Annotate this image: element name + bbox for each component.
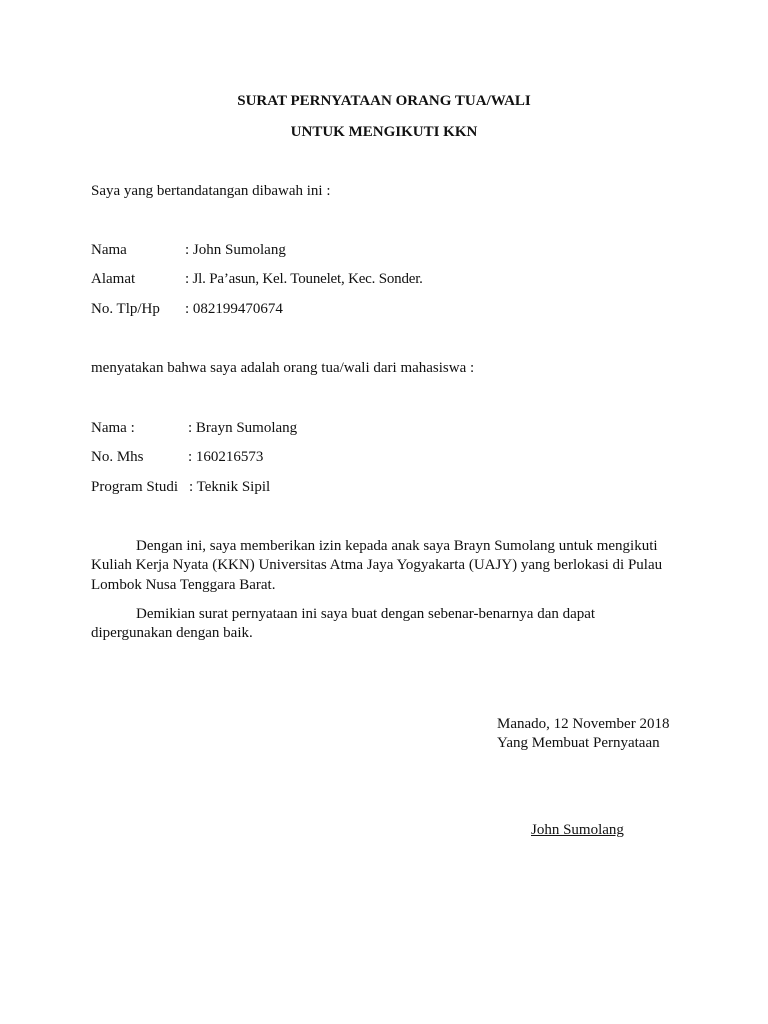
document-title-line1: SURAT PERNYATAAN ORANG TUA/WALI bbox=[237, 93, 531, 109]
closing-paragraph-line2: dipergunakan dengan baik. bbox=[91, 625, 253, 641]
parent-phone-label: No. Tlp/Hp bbox=[91, 301, 160, 317]
place-date: Manado, 12 November 2018 bbox=[497, 716, 670, 732]
signer-name: John Sumolang bbox=[531, 822, 624, 838]
student-program-value: : Teknik Sipil bbox=[189, 479, 271, 495]
intro-text: Saya yang bertandatangan dibawah ini : bbox=[91, 183, 331, 199]
student-nim-value: : 160216573 bbox=[188, 449, 264, 465]
parent-name-value: : John Sumolang bbox=[185, 242, 286, 258]
signer-role: Yang Membuat Pernyataan bbox=[497, 735, 660, 751]
student-name-label: Nama : bbox=[91, 420, 135, 436]
statement-text: menyatakan bahwa saya adalah orang tua/wali dari mahasiswa : bbox=[91, 360, 475, 376]
permission-paragraph-line1: Dengan ini, saya memberikan izin kepada anak saya Brayn Sumolang untuk mengikuti bbox=[136, 538, 658, 554]
parent-name-label: Nama bbox=[91, 242, 127, 258]
student-nim-label: No. Mhs bbox=[91, 449, 144, 465]
permission-paragraph-line3: Lombok Nusa Tenggara Barat. bbox=[91, 577, 276, 593]
student-name-value: : Brayn Sumolang bbox=[188, 420, 298, 436]
document-title-line2: UNTUK MENGIKUTI KKN bbox=[290, 124, 478, 140]
parent-address-value: : Jl. Pa’asun, Kel. Tounelet, Kec. Sonder. bbox=[185, 271, 423, 287]
closing-paragraph-line1: Demikian surat pernyataan ini saya buat dengan sebenar-benarnya dan dapat bbox=[136, 606, 596, 622]
permission-paragraph-line2: Kuliah Kerja Nyata (KKN) Universitas Atma Jaya Yogyakarta (UAJY) yang berlokasi di Pulau bbox=[91, 557, 663, 573]
parent-phone-value: : 082199470674 bbox=[185, 301, 283, 317]
student-program-label: Program Studi bbox=[91, 479, 179, 495]
parent-address-label: Alamat bbox=[91, 271, 136, 287]
